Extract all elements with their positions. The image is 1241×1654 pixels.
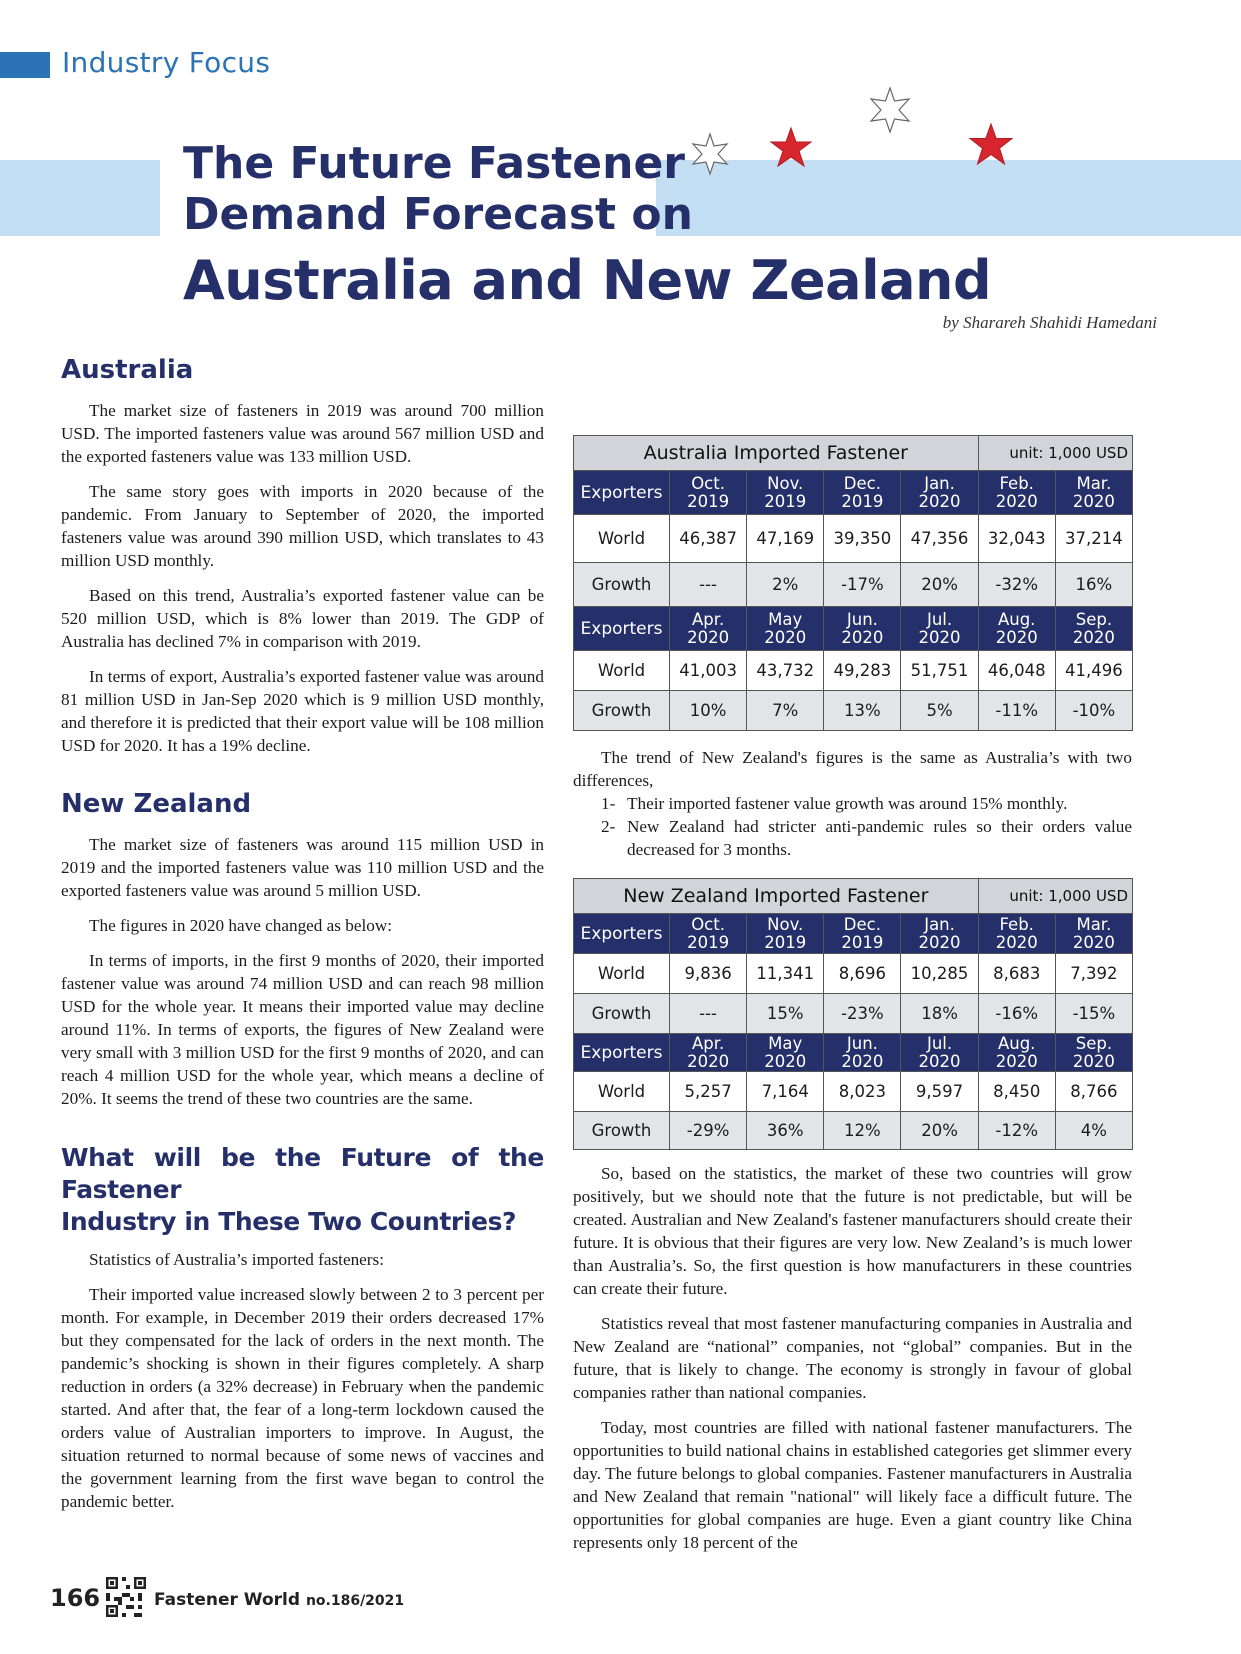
table-cell: -15% [1055, 994, 1132, 1034]
table-cell: -16% [978, 994, 1055, 1034]
row-label-world: World [574, 1072, 670, 1112]
month-header: Feb. 2020 [978, 471, 1055, 515]
row-label-exporters: Exporters [574, 914, 670, 954]
table-cell: -12% [978, 1112, 1055, 1150]
white-star-icon [866, 86, 914, 134]
conclusion-text [573, 1162, 1132, 1554]
article-title [183, 138, 991, 312]
paragraph: So, based on the statistics, the market of these two countries will grow positively, but we should note that the future is not predictable, but will be created. Australian and New Zealand's fastener manufacturers should create their future. It is obvious that their figures are very low. New Zealand’s is much lower than Australia’s. So, the first question is how manufacturers in these countries can create their future. [573, 1164, 1132, 1298]
paragraph: The same story goes with imports in 2020 because of the pandemic. From January to September of 2020, the imported fasteners value was around 390 million USD, which translates to 43 million USD monthly. [61, 482, 544, 570]
table-cell: -11% [978, 691, 1055, 731]
nz-trend-text [573, 746, 1132, 861]
title-line-1: The Future Fastener [183, 138, 686, 189]
qr-code-icon [106, 1577, 146, 1617]
month-header: Feb. 2020 [978, 914, 1055, 954]
month-header: Nov. 2019 [747, 471, 824, 515]
paragraph: Their imported value increased slowly between 2 to 3 percent per month. For example, in December 2019 their orders decreased 17% but they compensated for the lack of orders in the next month. The pandemic’s shocking is shown in their figures completely. A sharp reduction in orders (a 32% decrease) in February when the pandemic started. And after that, the fear of a long-term lockdown caused the orders value of Australian importers to improve. In August, the situation returned to normal because of some news of vaccines and the government learning from the first wave began to control the pandemic better. [61, 1285, 544, 1511]
month-header: Sep. 2020 [1055, 1034, 1132, 1072]
month-header: Jun. 2020 [824, 1034, 901, 1072]
table-cell: 51,751 [901, 651, 978, 691]
table-cell: 18% [901, 994, 978, 1034]
table-cell: 12% [824, 1112, 901, 1150]
table-cell: 47,356 [901, 515, 978, 563]
paragraph: Statistics reveal that most fastener manufacturing companies in Australia and New Zealand are “national” companies, not “global” companies. But in the future, that is likely to change. The economy is strongly in favour of global companies rather than national companies. [573, 1314, 1132, 1402]
month-header: Apr. 2020 [670, 1034, 747, 1072]
table-cell: 8,683 [978, 954, 1055, 994]
paragraph: The market size of fasteners was around 115 million USD in 2019 and the imported fasteners value was 110 million USD and the exported fasteners value was around 5 million USD. [61, 835, 544, 900]
table-cell: 5,257 [670, 1072, 747, 1112]
row-label-exporters: Exporters [574, 1034, 670, 1072]
paragraph: The trend of New Zealand's figures is the same as Australia’s with two differences, [573, 748, 1132, 790]
row-label-growth: Growth [574, 691, 670, 731]
magazine-name [154, 1590, 404, 1610]
table-cell: 9,836 [670, 954, 747, 994]
table-cell: -23% [824, 994, 901, 1034]
month-header: Jan. 2020 [901, 471, 978, 515]
paragraph: The market size of fasteners in 2019 was around 700 million USD. The imported fasteners value was around 567 million USD and the exported fasteners value was 133 million USD. [61, 401, 544, 466]
month-header: Oct. 2019 [670, 914, 747, 954]
table-title: New Zealand Imported Fastener [574, 879, 979, 914]
table-cell: 5% [901, 691, 978, 731]
row-label-exporters: Exporters [574, 471, 670, 515]
table-cell: 7,392 [1055, 954, 1132, 994]
table-cell: 15% [747, 994, 824, 1034]
red-star-icon [967, 122, 1015, 170]
table-cell: 7% [747, 691, 824, 731]
table-cell: 9,597 [901, 1072, 978, 1112]
month-header: Jul. 2020 [901, 1034, 978, 1072]
month-header: Mar. 2020 [1055, 471, 1132, 515]
row-label-exporters: Exporters [574, 607, 670, 651]
row-label-growth: Growth [574, 563, 670, 607]
month-header: Nov. 2019 [747, 914, 824, 954]
table-cell: 39,350 [824, 515, 901, 563]
row-label-world: World [574, 954, 670, 994]
table-cell: -29% [670, 1112, 747, 1150]
table-cell: 41,003 [670, 651, 747, 691]
magazine-title: Fastener World [154, 1590, 301, 1610]
table-cell: --- [670, 563, 747, 607]
table-cell: 32,043 [978, 515, 1055, 563]
table-cell: 2% [747, 563, 824, 607]
australia-import-table [573, 435, 1133, 731]
title-line-3: Australia and New Zealand [183, 248, 992, 312]
month-header: Mar. 2020 [1055, 914, 1132, 954]
page-number: 166 [50, 1584, 101, 1612]
table-cell: 7,164 [747, 1072, 824, 1112]
heading-future-line-2: Industry in These Two Countries? [61, 1207, 517, 1236]
table-cell: 8,023 [824, 1072, 901, 1112]
table-cell: 46,048 [978, 651, 1055, 691]
table-cell: --- [670, 994, 747, 1034]
table-cell: 8,696 [824, 954, 901, 994]
month-header: Oct. 2019 [670, 471, 747, 515]
month-header: Dec. 2019 [824, 914, 901, 954]
table-cell: 49,283 [824, 651, 901, 691]
table-cell: -17% [824, 563, 901, 607]
paragraph: Today, most countries are filled with national fastener manufacturers. The opportunities to build national chains in established categories get slimmer every day. The future belongs to global companies. Fastener manufacturers in Australia and New Zealand that remain "national" will likely face a difficult future. The opportunities for global companies are huge. Even a giant country like China represents only 18 percent of the [573, 1418, 1132, 1552]
row-label-growth: Growth [574, 994, 670, 1034]
heading-future [61, 1142, 544, 1238]
table-cell: 20% [901, 563, 978, 607]
table-cell: 8,450 [978, 1072, 1055, 1112]
table-cell: 41,496 [1055, 651, 1132, 691]
table-cell: 16% [1055, 563, 1132, 607]
table-cell: 10% [670, 691, 747, 731]
month-header: May 2020 [747, 1034, 824, 1072]
paragraph: Based on this trend, Australia’s exported fastener value can be 520 million USD, which is 8% lower than 2019. The GDP of Australia has declined 7% in comparison with 2019. [61, 586, 544, 651]
paragraph: Statistics of Australia’s imported fasteners: [89, 1250, 384, 1269]
table-unit: unit: 1,000 USD [978, 879, 1132, 914]
new-zealand-import-table [573, 878, 1133, 1150]
title-band-left [0, 160, 160, 236]
row-label-world: World [574, 651, 670, 691]
table-cell: 43,732 [747, 651, 824, 691]
month-header: May 2020 [747, 607, 824, 651]
table-cell: 8,766 [1055, 1072, 1132, 1112]
month-header: Aug. 2020 [978, 607, 1055, 651]
table-cell: 10,285 [901, 954, 978, 994]
month-header: Jun. 2020 [824, 607, 901, 651]
table-cell: 13% [824, 691, 901, 731]
section-color-tab [0, 52, 50, 78]
title-line-2: Demand Forecast on [183, 189, 693, 241]
table-cell: 36% [747, 1112, 824, 1150]
heading-new-zealand: New Zealand [61, 789, 252, 819]
list-item: 2- New Zealand had stricter anti-pandemic rules so their orders value decreased for 3 months. [601, 817, 1132, 859]
table-cell: -10% [1055, 691, 1132, 731]
list-item: 1- Their imported fastener value growth was around 15% monthly. [601, 794, 1068, 813]
row-label-growth: Growth [574, 1112, 670, 1150]
table-unit: unit: 1,000 USD [978, 436, 1132, 471]
differences-list [573, 792, 1132, 861]
month-header: Sep. 2020 [1055, 607, 1132, 651]
white-star-icon [688, 132, 732, 176]
byline: by Sharareh Shahidi Hamedani [942, 313, 1157, 332]
table-cell: 11,341 [747, 954, 824, 994]
paragraph: The figures in 2020 have changed as below: [89, 916, 393, 935]
table-title: Australia Imported Fastener [574, 436, 979, 471]
paragraph: In terms of imports, in the first 9 months of 2020, their imported fastener value was around 74 million USD and can reach 98 million USD for the whole year. It means their imported value may decline around 11%. In terms of exports, the figures of New Zealand were very small with 3 million USD for the first 9 months of 2020, and can reach 4 million USD for the whole year, which means a decline of 20%. It seems the trend of these two countries are the same. [61, 951, 544, 1108]
month-header: Jul. 2020 [901, 607, 978, 651]
table-cell: 4% [1055, 1112, 1132, 1150]
issue-number: no.186/2021 [305, 1593, 405, 1609]
paragraph: In terms of export, Australia’s exported fastener value was around 81 million USD in Jan-Sep 2020 which is 9 million USD monthly, and therefore it is predicted that their export value will be 108 million USD for 2020. It has a 19% decline. [61, 667, 544, 755]
month-header: Jan. 2020 [901, 914, 978, 954]
red-star-icon [768, 126, 814, 172]
heading-future-line-1: What will be the Future of the Fastener [61, 1143, 544, 1204]
section-label: Industry Focus [62, 46, 271, 79]
table-cell: 20% [901, 1112, 978, 1150]
month-header: Apr. 2020 [670, 607, 747, 651]
month-header: Aug. 2020 [978, 1034, 1055, 1072]
table-cell: 47,169 [747, 515, 824, 563]
left-column [61, 355, 544, 1525]
table-cell: -32% [978, 563, 1055, 607]
row-label-world: World [574, 515, 670, 563]
month-header: Dec. 2019 [824, 471, 901, 515]
table-cell: 37,214 [1055, 515, 1132, 563]
table-cell: 46,387 [670, 515, 747, 563]
heading-australia: Australia [61, 355, 194, 385]
